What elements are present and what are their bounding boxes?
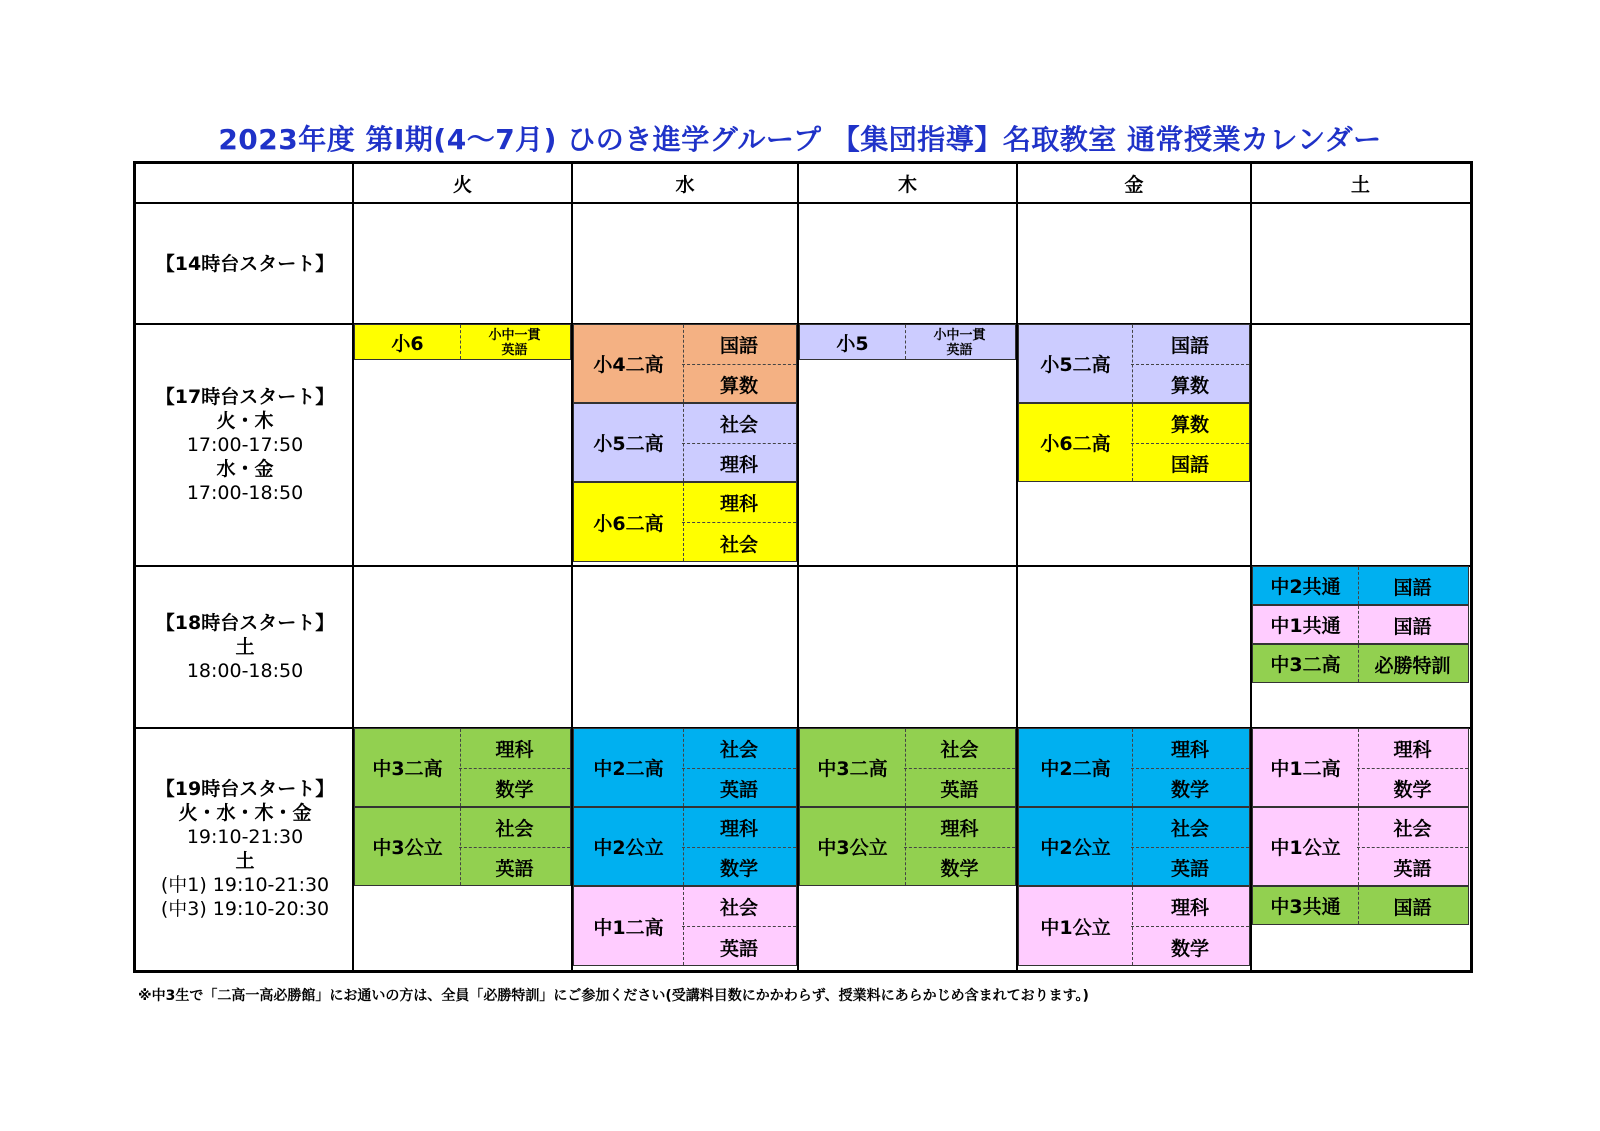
subject-label: 数学: [719, 857, 758, 880]
subject-label-line: 英語: [501, 343, 528, 358]
page-title: 2023年度 第Ⅰ期(4～7月) ひのき進学グループ 【集団指導】名取教室 通常授業カレンダー: [218, 123, 1382, 156]
class-block: [1252, 644, 1469, 683]
class-block: [1252, 605, 1469, 644]
subject-label: 社会: [682, 404, 796, 444]
class-group-name: 小6: [355, 325, 461, 359]
class-group-name: 中3二高: [800, 729, 906, 806]
class-group-name: 中1公立: [1019, 887, 1133, 965]
subject-label: 理科: [904, 808, 1015, 848]
class-group-name: 中2公立: [1019, 808, 1133, 885]
day-header-sat: 土: [1350, 173, 1370, 196]
subject-label: 数学: [1393, 778, 1432, 801]
time-slot-line: 【17時台スタート】: [155, 386, 335, 408]
subject-label: [904, 325, 1015, 361]
class-group-name: 小5二高: [574, 404, 684, 481]
subject-label: 数学: [495, 778, 534, 801]
class-block: [1252, 886, 1469, 925]
time-slot-label: [136, 566, 354, 728]
subject-label-line: 小中一貫: [933, 328, 986, 343]
subject-label: 算数: [719, 374, 758, 397]
class-block: [573, 482, 797, 562]
class-group-name: 中2共通: [1253, 567, 1359, 604]
class-block: [1018, 403, 1250, 482]
class-block: [1252, 807, 1469, 886]
class-group-name: 中1公立: [1253, 808, 1359, 885]
class-group-name: 中2公立: [574, 808, 684, 885]
day-header-wed: 水: [675, 173, 695, 196]
class-group-name: 小5: [800, 325, 906, 359]
time-slot-line: 【14時台スタート】: [155, 252, 335, 275]
class-block: [1252, 728, 1469, 807]
class-group-name: 小4二高: [574, 325, 684, 402]
subject-label: 理科: [1131, 887, 1249, 927]
subject-label: 社会: [1357, 808, 1468, 848]
class-block: [573, 886, 797, 966]
class-group-name: 小6二高: [574, 483, 684, 561]
subject-label: 理科: [682, 808, 796, 848]
time-slot-line: 19:10-21:30: [186, 826, 304, 848]
subject-label: 国語: [1393, 897, 1432, 919]
footnote: ※中3生で「二高一高必勝館」にお通いの方は、全員「必勝特訓」にご参加ください(受講料目数にかかわらず、授業料にあらかじめ含まれております。): [138, 988, 1089, 1004]
class-group-name: 中3共通: [1253, 887, 1359, 924]
subject-label: 算数: [1131, 404, 1249, 444]
subject-label: 国語: [682, 325, 796, 365]
class-block: [573, 728, 797, 807]
subject-label: 英語: [1393, 857, 1432, 880]
subject-label: 必勝特訓: [1374, 655, 1451, 677]
class-block: [573, 324, 797, 403]
class-block: [1018, 807, 1250, 886]
subject-label: 数学: [1170, 937, 1209, 960]
subject-label: 国語: [1170, 453, 1209, 476]
subject-label: 英語: [1170, 857, 1209, 880]
subject-label: 英語: [719, 778, 758, 801]
time-slot-line: 17:00-18:50: [186, 482, 304, 504]
time-slot-label: [136, 203, 354, 324]
subject-label: 数学: [1170, 778, 1209, 801]
class-group-name: 中2二高: [574, 729, 684, 806]
subject-label: [459, 325, 570, 361]
schedule-table: [133, 161, 1473, 973]
class-group-name: 小6二高: [1019, 404, 1133, 481]
time-slot-line: 水・金: [216, 458, 274, 480]
class-group-name: 中3公立: [355, 808, 461, 885]
class-group-name: 中2二高: [1019, 729, 1133, 806]
time-slot-label: [136, 728, 354, 970]
class-block: [799, 807, 1016, 886]
subject-label: 社会: [719, 533, 758, 556]
class-group-name: 中1共通: [1253, 606, 1359, 643]
class-group-name: 中1二高: [574, 887, 684, 965]
time-slot-line: 【18時台スタート】: [155, 612, 335, 634]
class-group-name: 小5二高: [1019, 325, 1133, 402]
subject-label: 理科: [682, 483, 796, 523]
class-block: [799, 324, 1016, 360]
subject-label: 英語: [940, 778, 979, 801]
subject-label-line: 英語: [946, 343, 973, 358]
subject-label: 理科: [1357, 729, 1468, 769]
time-slot-line: 土: [235, 850, 255, 872]
subject-label: 社会: [682, 729, 796, 769]
class-block: [1252, 566, 1469, 605]
subject-label: 数学: [940, 857, 979, 880]
subject-label: 国語: [1393, 616, 1432, 638]
class-block: [354, 324, 571, 360]
time-slot-line: (中1) 19:10-21:30: [160, 874, 330, 896]
class-group-name: 中3公立: [800, 808, 906, 885]
time-slot-line: 火・水・木・金: [178, 802, 312, 824]
subject-label: 理科: [1131, 729, 1249, 769]
subject-label: 国語: [1131, 325, 1249, 365]
time-slot-line: 火・木: [216, 410, 274, 432]
class-block: [573, 403, 797, 482]
class-block: [573, 807, 797, 886]
class-group-name: 中3二高: [1253, 645, 1359, 682]
day-header-tue: 火: [452, 173, 472, 196]
subject-label: 英語: [495, 857, 534, 880]
class-block: [1018, 886, 1250, 966]
time-slot-label: [136, 324, 354, 566]
day-header-fri: 金: [1124, 173, 1144, 196]
subject-label-line: 小中一貫: [488, 328, 541, 343]
subject-label: 社会: [1131, 808, 1249, 848]
subject-label: 理科: [719, 453, 758, 476]
subject-label: 英語: [719, 937, 758, 960]
class-block: [354, 728, 571, 807]
time-slot-line: (中3) 19:10-20:30: [160, 898, 330, 920]
class-block: [354, 807, 571, 886]
subject-label: 社会: [459, 808, 570, 848]
time-slot-line: 土: [235, 636, 255, 658]
day-header-thu: 木: [897, 173, 917, 196]
subject-label: 算数: [1170, 374, 1209, 397]
class-group-name: 中3二高: [355, 729, 461, 806]
time-slot-line: 17:00-17:50: [186, 434, 304, 456]
time-slot-line: 【19時台スタート】: [155, 778, 335, 800]
time-slot-line: 18:00-18:50: [186, 660, 304, 682]
class-block: [1018, 728, 1250, 807]
class-block: [1018, 324, 1250, 403]
subject-label: 社会: [682, 887, 796, 927]
subject-label: 国語: [1393, 577, 1432, 599]
subject-label: 社会: [904, 729, 1015, 769]
class-group-name: 中1二高: [1253, 729, 1359, 806]
subject-label: 理科: [459, 729, 570, 769]
class-block: [799, 728, 1016, 807]
